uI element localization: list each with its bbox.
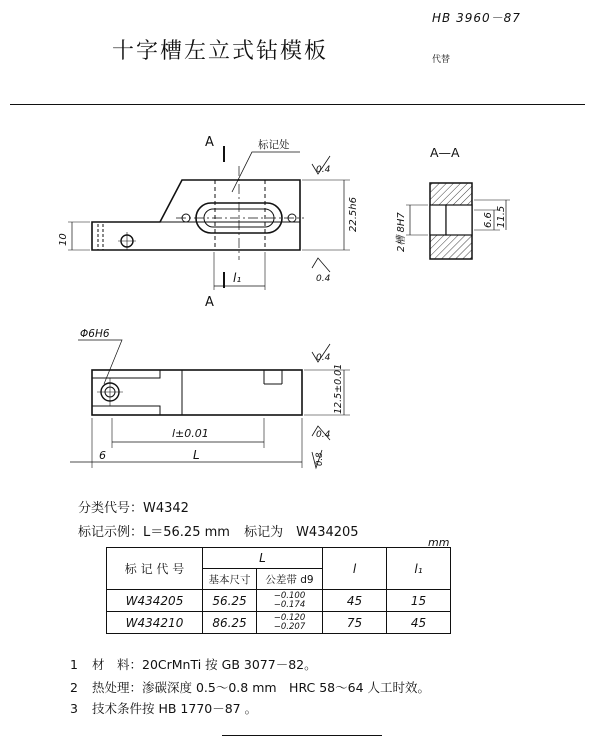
marking-label: 标记处 [258, 139, 290, 151]
roughness-label: 0.8 [315, 452, 325, 466]
dim-slot-label: 2槽 8H7 [396, 212, 407, 252]
note-item [70, 678, 430, 696]
note-item [70, 655, 317, 673]
step-line [92, 370, 160, 378]
cell-tolerance [257, 612, 323, 634]
note-number: 1 [70, 657, 78, 672]
part-outline-front [92, 370, 302, 415]
spec-table [106, 547, 451, 634]
marking-leader [232, 152, 300, 192]
tol-upper: −0.120 [273, 612, 306, 623]
section-label: A—A [430, 145, 460, 160]
dim-phi6-label: Φ6H6 [80, 328, 110, 340]
header-basic-size: 基本尺寸 [203, 569, 257, 590]
cell-tolerance [257, 590, 323, 612]
note-text: 材 料：20CrMnTi 按 GB 3077－82。 [92, 657, 317, 672]
roughness-label: 0.4 [316, 165, 331, 175]
cell-code: W434210 [107, 612, 203, 634]
front-view [70, 340, 350, 468]
category-code: 分类代号：W4342 [78, 501, 189, 516]
cell-code: W434205 [107, 590, 203, 612]
roughness-label: 0.4 [316, 274, 331, 284]
note-number: 2 [70, 680, 78, 695]
view-label-a-bottom: A [205, 295, 214, 310]
step-line [92, 406, 160, 415]
header-tolerance-zone: 公差带 d9 [257, 569, 323, 590]
cell-l: 75 [323, 612, 387, 634]
roughness-label: 0.4 [316, 353, 331, 363]
table-row [107, 590, 451, 612]
cell-l1: 15 [387, 590, 451, 612]
replaces-label: 代替 [432, 55, 451, 65]
slot-cut-left [430, 205, 446, 235]
note-number: 3 [70, 701, 78, 716]
dim-10-label: 10 [58, 233, 69, 246]
dim-11-5-label: 11.5 [496, 205, 507, 228]
cell-basic: 86.25 [203, 612, 257, 634]
dim-6-6-label: 6.6 [483, 212, 494, 228]
header-marking-code: 标 记 代 号 [107, 548, 203, 590]
standard-number: HB 3960－87 [432, 11, 521, 25]
roughness-label: 0.4 [316, 430, 331, 440]
marking-as-text: 标记为 W434205 [244, 525, 359, 540]
marking-example-text: 标记示例：L＝56.25 mm [78, 525, 230, 540]
marking-example [78, 521, 369, 540]
dim-l1-label: l₁ [233, 271, 242, 285]
table-row [107, 612, 451, 634]
tol-lower: −0.174 [273, 599, 306, 610]
top-view [68, 146, 350, 290]
dim-22-5-label: 22.5h6 [348, 197, 359, 232]
dim-12-5-label: 12.5±0.01 [333, 363, 344, 414]
cell-basic: 56.25 [203, 590, 257, 612]
cell-l1: 45 [387, 612, 451, 634]
header-l1: l₁ [387, 548, 451, 590]
cell-l: 45 [323, 590, 387, 612]
page-title: 十字槽左立式钻模板 [112, 39, 329, 64]
header-l: l [323, 548, 387, 590]
tol-upper: −0.100 [273, 590, 306, 601]
dim-l-label: l±0.01 [172, 427, 209, 440]
dim-6-label: 6 [99, 449, 106, 462]
note-text: 技术条件按 HB 1770－87 。 [92, 701, 258, 716]
header-L: L [203, 548, 323, 569]
tol-lower: −0.207 [273, 621, 306, 632]
slot-cut-right [446, 205, 472, 235]
dim-L-label: L [193, 448, 200, 462]
footer-divider [222, 735, 382, 736]
phi6-leader [78, 340, 122, 384]
note-item [70, 699, 257, 717]
unit-label: mm [428, 536, 450, 549]
roughness-symbol [312, 258, 330, 272]
note-text: 热处理：渗碳深度 0.5～0.8 mm HRC 58～64 人工时效。 [92, 680, 431, 695]
section-view-a-a [406, 183, 510, 259]
view-label-a-top: A [205, 135, 214, 150]
